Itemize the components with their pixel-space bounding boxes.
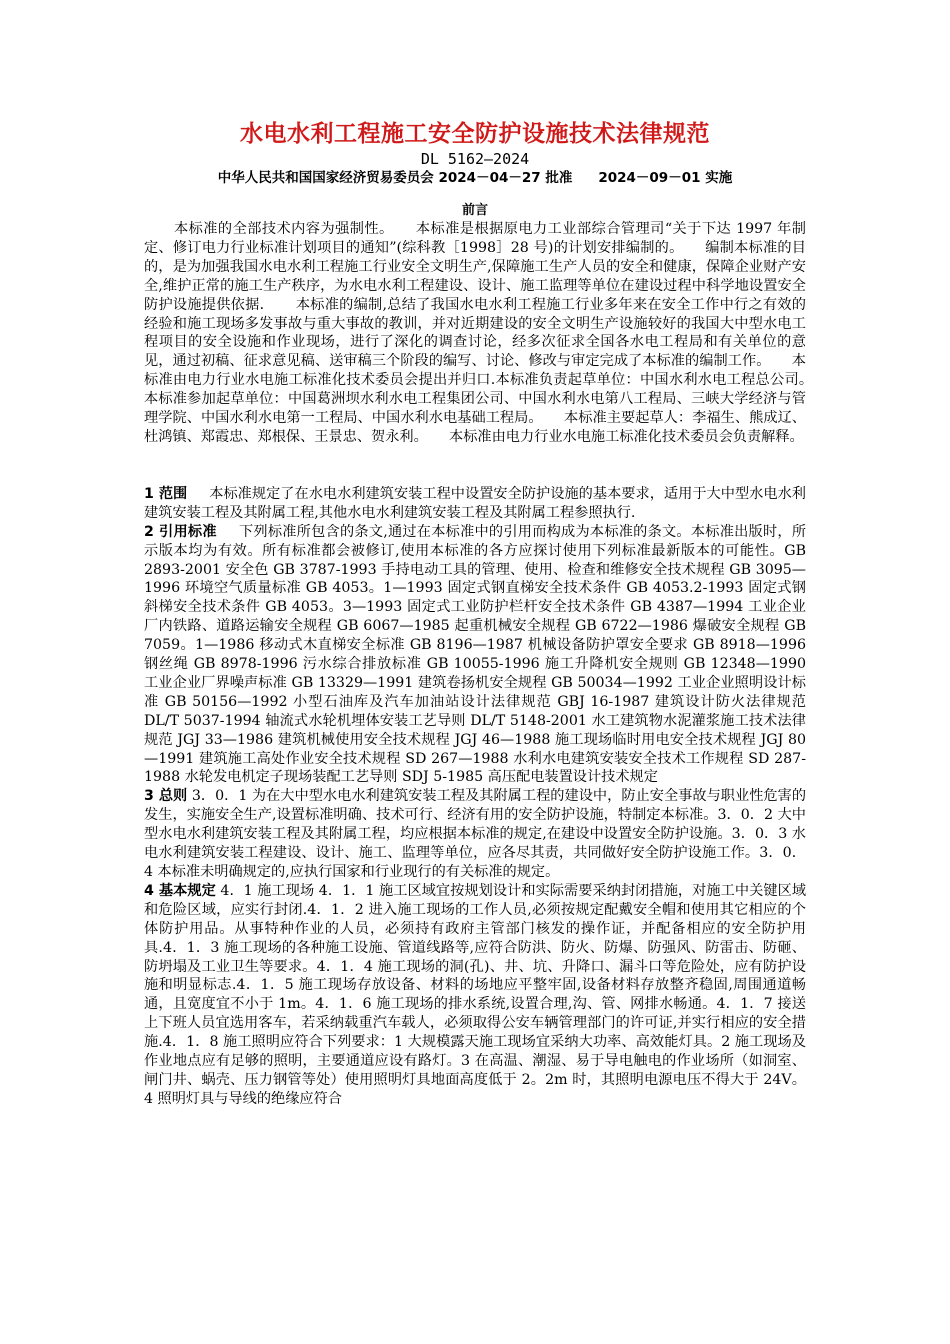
implementation-date: 2024－09－01 实施: [598, 170, 733, 186]
section-label: 2 引用标准: [144, 523, 217, 540]
approval-line: [144, 168, 806, 188]
section-text: 下列标准所包含的条文,通过在本标准中的引用而构成为本标准的条文。本标准出版时，所示版本均为有效。所有标准都会被修订,使用本标准的各方应探讨使用下列标准最新版本的可能性。GB 2893-2001 安全色 GB 3787-1993 手持电动工具的管理、使用、检查和维修安全技术规程 GB 3095—1996 环境空气质量标准 GB 4053。1—1993 固定式钢直梯安全技术条件 GB 4053.2-1993 固定式钢斜梯安全技术条件 GB 4053。3—1993 固定式工业防护栏杆安全技术条件 GB 4387—1994 工业企业厂内铁路、道路运输安全规程 GB 6067—1985 起重机械安全规程 GB 6722—1986 爆破安全规程 GB 7059。1—1986 移动式木直梯安全标准 GB 8196—1987 机械设备防护罩安全要求 GB 8918—1996 钢丝绳 GB 8978-1996 污水综合排放标准 GB 10055-1996 施工升降机安全规则 GB 12348—1990 工业企业厂界噪声标准 GB 13329—1991 建筑卷扬机安全规程 GB 50034—1992 工业企业照明设计标准 GB 50156—1992 小型石油库及汽车加油站设计法律规范 GBJ 16-1987 建筑设计防火法律规范 DL/T 5037-1994 轴流式水轮机埋体安装工艺导则 DL/T 5148-2001 水工建筑物水泥灌浆施工技术法律规范 JGJ 33—1986 建筑机械使用安全技术规程 JGJ 46—1988 施工现场临时用电安全技术规程 JGJ 80—1991 建筑施工高处作业安全技术规程 SD 267—1988 水利水电建筑安装安全技术工作规程 SD 287-1988 水轮发电机定子现场装配工艺导则 SDJ 5-1985 高压配电装置设计技术规定: [144, 523, 807, 786]
section-label: 4 基本规定: [144, 882, 216, 899]
section-references: [144, 523, 806, 788]
section-label: 3 总则: [144, 788, 188, 805]
section-label: 1 范围: [144, 485, 188, 502]
section-text: 3．0．1 为在大中型水电水利建筑安装工程及其附属工程的建设中，防止安全事故与职业性危害的发生，实施安全生产,设置标准明确、技术可行、经济有用的安全防护设施，特制定本标准。3．0．2 大中型水电水利建筑安装工程及其附属工程，均应根据本标准的规定,在建设中设置安全防护设施。3．0．3 水电水利建筑安装工程建设、设计、施工、监理等单位，应各尽其责，共同做好安全防护设施工作。3．0．4 本标准未明确规定的,应执行国家和行业现行的有关标准的规定。: [144, 788, 807, 880]
preface-heading: 前言: [461, 203, 488, 218]
section-text: 本标准规定了在水电水利建筑安装工程中设置安全防护设施的基本要求，适用于大中型水电水利建筑安装工程及其附属工程,其他水电水利建筑安装工程及其附属工程参照执行.: [144, 485, 806, 521]
section-text: 4．1 施工现场 4．1．1 施工区域宜按规划设计和实际需要采纳封闭措施，对施工中关键区域和危险区域，应实行封闭.4．1．2 进入施工现场的工作人员,必须按规定配戴安全帽和使用其它相应的个体防护用品。从事特种作业的人员，必须持有政府主管部门核发的操作证，并配备相应的安全防护用具.4．1．3 施工现场的各种施工设施、管道线路等,应符合防洪、防火、防爆、防强风、防雷击、防砸、防坍塌及工业卫生等要求。4．1．4 施工现场的洞(孔)、井、坑、升降口、漏斗口等危险处，应有防护设施和明显标志.4．1．5 施工现场存放设备、材料的场地应平整牢固,设备材料存放整齐稳固,周围通道畅通，且宽度宜不小于 1m。4．1．6 施工现场的排水系统,设置合理,沟、管、网排水畅通。4．1．7 接送上下班人员宜选用客车，若采纳载重汽车载人，必须取得公安车辆管理部门的许可证,并实行相应的安全措施.4．1．8 施工照明应符合下列要求：1 大规模露天施工现场宜采纳大功率、高效能灯具。2 施工现场及作业地点应有足够的照明，主要通道应设有路灯。3 在高温、潮湿、易于导电触电的作业场所（如洞室、闸门井、蜗壳、压力钢管等处）使用照明灯具地面高度低于 2。2m 时，其照明电源电压不得大于 24V。4 照明灯具与导线的绝缘应符合: [144, 882, 807, 1107]
section-basic-rules: [144, 882, 806, 1109]
preface-text: 本标准的全部技术内容为强制性。 本标准是根据原电力工业部综合管理司“关于下达 1997 年制定、修订电力行业标准计划项目的通知”(综科教［1998］28 号)的计划安排编制的。 编制本标准的目的，是为加强我国水电水利工程施工行业安全文明生产,保障施工生产人员的安全和健康，保障企业财产安全,维护正常的施工生产秩序，为水电水利工程建设、设计、施工监理等单位在建设过程中科学地设置安全防护设施提供依据． 本标准的编制,总结了我国水电水利工程施工行业多年来在安全工作中行之有效的经验和施工现场多发事故与重大事故的教训，并对近期建设的安全文明生产设施较好的我国大中型水电工程项目的安全设施和作业现场，进行了深化的调查讨论，经多次征求全国各水电工程局和有关单位的意见，通过初稿、征求意见稿、送审稿三个阶段的编写、讨论、修改与审定完成了本标准的编制工作。 本标准由电力行业水电施工标准化技术委员会提出并归口.本标准负责起草单位：中国水利水电工程总公司。 本标准参加起草单位：中国葛洲坝水利水电工程集团公司、中国水利水电第八工程局、三峡大学经济与管理学院、中国水利水电第一工程局、中国水利水电基础工程局。 本标准主要起草人：李福生、熊成辽、杜鸿镇、郑霞忠、郑根保、王景忠、贺永利。 本标准由电力行业水电施工标准化技术委员会负责解释。: [144, 221, 835, 445]
document-body: [144, 118, 835, 1109]
section-scope: [144, 485, 806, 523]
section-general: [144, 787, 806, 882]
approval-date: 中华人民共和国国家经济贸易委员会 2024－04－27 批准: [217, 170, 573, 186]
document-title: 水电水利工程施工安全防护设施技术法律规范: [240, 121, 710, 147]
standard-code: DL 5162—2024: [420, 150, 530, 168]
